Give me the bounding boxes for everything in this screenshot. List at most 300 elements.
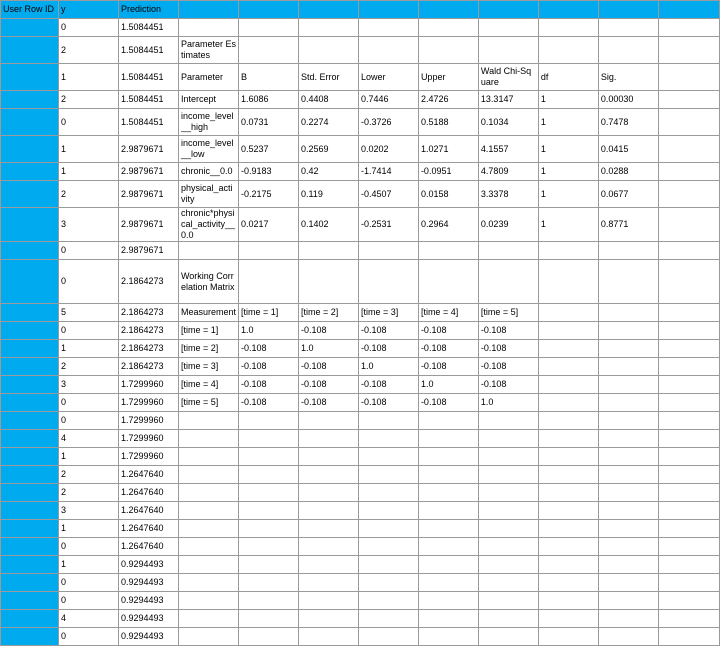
grid-cell[interactable] (298, 484, 358, 502)
grid-cell[interactable]: chronic__0.0 (178, 163, 238, 181)
prediction-cell[interactable]: 2.1864273 (118, 358, 178, 376)
grid-cell[interactable]: -0.3726 (358, 109, 418, 136)
grid-cell[interactable] (598, 430, 658, 448)
grid-cell[interactable] (658, 340, 719, 358)
y-cell[interactable]: 0 (58, 260, 118, 304)
grid-cell[interactable] (598, 394, 658, 412)
grid-cell[interactable]: 3.3378 (478, 181, 538, 208)
grid-cell[interactable] (358, 260, 418, 304)
grid-cell[interactable]: Parameter Estimates (178, 37, 238, 64)
row-id-cell[interactable] (1, 574, 59, 592)
prediction-cell[interactable]: 1.2647640 (118, 538, 178, 556)
row-id-cell[interactable] (1, 19, 59, 37)
grid-cell[interactable] (658, 376, 719, 394)
column-header-11[interactable] (598, 1, 658, 19)
grid-cell[interactable] (238, 260, 298, 304)
row-id-cell[interactable] (1, 502, 59, 520)
grid-cell[interactable]: -0.108 (358, 340, 418, 358)
row-id-cell[interactable] (1, 376, 59, 394)
grid-cell[interactable] (478, 574, 538, 592)
grid-cell[interactable]: 0.1402 (298, 208, 358, 242)
grid-cell[interactable]: Measurement (178, 304, 238, 322)
grid-cell[interactable] (358, 448, 418, 466)
grid-cell[interactable] (238, 520, 298, 538)
grid-cell[interactable] (358, 412, 418, 430)
grid-cell[interactable]: [time = 4] (418, 304, 478, 322)
grid-cell[interactable]: -0.108 (418, 322, 478, 340)
grid-cell[interactable] (478, 592, 538, 610)
grid-cell[interactable] (178, 574, 238, 592)
row-id-cell[interactable] (1, 466, 59, 484)
column-header-prediction[interactable]: Prediction (118, 1, 178, 19)
column-header-9[interactable] (478, 1, 538, 19)
grid-cell[interactable] (478, 502, 538, 520)
prediction-cell[interactable]: 2.1864273 (118, 340, 178, 358)
y-cell[interactable]: 4 (58, 610, 118, 628)
grid-cell[interactable] (478, 260, 538, 304)
grid-cell[interactable] (538, 340, 598, 358)
grid-cell[interactable] (238, 242, 298, 260)
prediction-cell[interactable]: 0.9294493 (118, 574, 178, 592)
grid-cell[interactable] (418, 556, 478, 574)
row-id-cell[interactable] (1, 628, 59, 646)
grid-cell[interactable] (658, 520, 719, 538)
y-cell[interactable]: 3 (58, 502, 118, 520)
grid-cell[interactable] (238, 592, 298, 610)
grid-cell[interactable]: 0.0288 (598, 163, 658, 181)
grid-cell[interactable]: -0.4507 (358, 181, 418, 208)
prediction-cell[interactable]: 2.1864273 (118, 322, 178, 340)
row-id-cell[interactable] (1, 358, 59, 376)
grid-cell[interactable] (598, 628, 658, 646)
grid-cell[interactable] (178, 502, 238, 520)
grid-cell[interactable] (598, 538, 658, 556)
grid-cell[interactable] (418, 592, 478, 610)
grid-cell[interactable] (478, 610, 538, 628)
grid-cell[interactable]: 1 (538, 181, 598, 208)
grid-cell[interactable]: 1.0 (238, 322, 298, 340)
y-cell[interactable]: 2 (58, 37, 118, 64)
grid-cell[interactable]: -0.108 (298, 394, 358, 412)
grid-cell[interactable]: 1 (538, 109, 598, 136)
prediction-cell[interactable]: 1.7299960 (118, 376, 178, 394)
grid-cell[interactable] (238, 19, 298, 37)
grid-cell[interactable]: physical_activity (178, 181, 238, 208)
grid-cell[interactable] (238, 412, 298, 430)
row-id-cell[interactable] (1, 109, 59, 136)
grid-cell[interactable] (358, 610, 418, 628)
y-cell[interactable]: 5 (58, 304, 118, 322)
grid-cell[interactable] (178, 412, 238, 430)
grid-cell[interactable] (418, 574, 478, 592)
grid-cell[interactable]: Parameter (178, 64, 238, 91)
grid-cell[interactable] (298, 37, 358, 64)
grid-cell[interactable]: 0.42 (298, 163, 358, 181)
grid-cell[interactable] (598, 340, 658, 358)
grid-cell[interactable] (478, 242, 538, 260)
grid-cell[interactable]: Std. Error (298, 64, 358, 91)
grid-cell[interactable]: -0.108 (298, 322, 358, 340)
prediction-cell[interactable]: 2.9879671 (118, 242, 178, 260)
grid-cell[interactable] (658, 448, 719, 466)
grid-cell[interactable] (658, 556, 719, 574)
grid-cell[interactable]: -0.108 (238, 358, 298, 376)
y-cell[interactable]: 4 (58, 430, 118, 448)
grid-cell[interactable] (298, 574, 358, 592)
grid-cell[interactable] (598, 260, 658, 304)
grid-cell[interactable]: 0.0731 (238, 109, 298, 136)
grid-cell[interactable] (658, 574, 719, 592)
grid-cell[interactable] (598, 322, 658, 340)
grid-cell[interactable]: Wald Chi-Square (478, 64, 538, 91)
prediction-cell[interactable]: 2.9879671 (118, 181, 178, 208)
grid-cell[interactable]: 0.2964 (418, 208, 478, 242)
row-id-cell[interactable] (1, 610, 59, 628)
grid-cell[interactable] (538, 322, 598, 340)
y-cell[interactable]: 0 (58, 322, 118, 340)
row-id-cell[interactable] (1, 322, 59, 340)
grid-cell[interactable] (178, 592, 238, 610)
grid-cell[interactable]: 1.6086 (238, 91, 298, 109)
grid-cell[interactable] (598, 520, 658, 538)
grid-cell[interactable] (178, 628, 238, 646)
column-header-4[interactable] (178, 1, 238, 19)
grid-cell[interactable] (478, 484, 538, 502)
row-id-cell[interactable] (1, 556, 59, 574)
row-id-cell[interactable] (1, 242, 59, 260)
grid-cell[interactable] (358, 242, 418, 260)
grid-cell[interactable] (358, 520, 418, 538)
prediction-cell[interactable]: 2.1864273 (118, 304, 178, 322)
prediction-cell[interactable]: 0.9294493 (118, 592, 178, 610)
grid-cell[interactable] (598, 574, 658, 592)
grid-cell[interactable] (658, 484, 719, 502)
y-cell[interactable]: 1 (58, 163, 118, 181)
grid-cell[interactable] (658, 136, 719, 163)
grid-cell[interactable] (658, 304, 719, 322)
grid-cell[interactable] (538, 628, 598, 646)
column-header-12[interactable] (658, 1, 719, 19)
grid-cell[interactable]: [time = 1] (178, 322, 238, 340)
grid-cell[interactable] (538, 394, 598, 412)
grid-cell[interactable]: -0.2531 (358, 208, 418, 242)
grid-cell[interactable] (238, 430, 298, 448)
row-id-cell[interactable] (1, 260, 59, 304)
grid-cell[interactable] (538, 538, 598, 556)
grid-cell[interactable] (658, 358, 719, 376)
grid-cell[interactable] (598, 592, 658, 610)
y-cell[interactable]: 1 (58, 448, 118, 466)
grid-cell[interactable]: -0.108 (298, 358, 358, 376)
column-header-8[interactable] (418, 1, 478, 19)
y-cell[interactable]: 2 (58, 181, 118, 208)
grid-cell[interactable]: -0.108 (418, 340, 478, 358)
grid-cell[interactable] (598, 610, 658, 628)
grid-cell[interactable] (418, 610, 478, 628)
grid-cell[interactable]: Intercept (178, 91, 238, 109)
grid-cell[interactable] (658, 64, 719, 91)
grid-cell[interactable]: 1 (538, 163, 598, 181)
y-cell[interactable]: 0 (58, 574, 118, 592)
grid-cell[interactable] (478, 19, 538, 37)
grid-cell[interactable]: -0.108 (358, 376, 418, 394)
grid-cell[interactable] (238, 448, 298, 466)
grid-cell[interactable] (298, 556, 358, 574)
grid-cell[interactable]: 0.0239 (478, 208, 538, 242)
grid-cell[interactable]: 1.0 (358, 358, 418, 376)
grid-cell[interactable]: [time = 1] (238, 304, 298, 322)
row-id-cell[interactable] (1, 394, 59, 412)
grid-cell[interactable] (418, 502, 478, 520)
grid-cell[interactable] (658, 628, 719, 646)
grid-cell[interactable] (598, 556, 658, 574)
prediction-cell[interactable]: 1.7299960 (118, 430, 178, 448)
grid-cell[interactable] (538, 242, 598, 260)
grid-cell[interactable] (538, 430, 598, 448)
grid-cell[interactable]: -0.9183 (238, 163, 298, 181)
y-cell[interactable]: 0 (58, 394, 118, 412)
y-cell[interactable]: 0 (58, 412, 118, 430)
y-cell[interactable]: 0 (58, 242, 118, 260)
grid-cell[interactable] (598, 448, 658, 466)
grid-cell[interactable] (418, 37, 478, 64)
grid-cell[interactable]: -1.7414 (358, 163, 418, 181)
y-cell[interactable]: 0 (58, 538, 118, 556)
grid-cell[interactable]: -0.108 (238, 394, 298, 412)
grid-cell[interactable] (178, 466, 238, 484)
grid-cell[interactable] (598, 19, 658, 37)
row-id-cell[interactable] (1, 412, 59, 430)
grid-cell[interactable] (538, 466, 598, 484)
grid-cell[interactable]: 0.0415 (598, 136, 658, 163)
grid-cell[interactable] (178, 538, 238, 556)
row-id-cell[interactable] (1, 181, 59, 208)
grid-cell[interactable] (658, 610, 719, 628)
grid-cell[interactable] (358, 484, 418, 502)
grid-cell[interactable] (478, 412, 538, 430)
grid-cell[interactable] (178, 242, 238, 260)
grid-cell[interactable] (238, 628, 298, 646)
grid-cell[interactable]: [time = 2] (298, 304, 358, 322)
grid-cell[interactable]: 2.4726 (418, 91, 478, 109)
grid-cell[interactable] (538, 592, 598, 610)
grid-cell[interactable]: 0.2274 (298, 109, 358, 136)
grid-cell[interactable] (178, 430, 238, 448)
grid-cell[interactable] (418, 430, 478, 448)
grid-cell[interactable]: 1 (538, 91, 598, 109)
prediction-cell[interactable]: 1.5084451 (118, 37, 178, 64)
grid-cell[interactable] (298, 628, 358, 646)
grid-cell[interactable] (538, 556, 598, 574)
grid-cell[interactable] (658, 322, 719, 340)
grid-cell[interactable] (418, 19, 478, 37)
grid-cell[interactable] (658, 109, 719, 136)
y-cell[interactable]: 1 (58, 64, 118, 91)
grid-cell[interactable] (418, 242, 478, 260)
y-cell[interactable]: 3 (58, 208, 118, 242)
y-cell[interactable]: 2 (58, 466, 118, 484)
grid-cell[interactable] (238, 466, 298, 484)
grid-cell[interactable] (418, 628, 478, 646)
grid-cell[interactable] (538, 520, 598, 538)
grid-cell[interactable] (238, 502, 298, 520)
grid-cell[interactable] (658, 163, 719, 181)
grid-cell[interactable] (658, 592, 719, 610)
grid-cell[interactable]: 0.2569 (298, 136, 358, 163)
grid-cell[interactable]: 0.0217 (238, 208, 298, 242)
grid-cell[interactable]: 4.1557 (478, 136, 538, 163)
grid-cell[interactable] (358, 556, 418, 574)
grid-cell[interactable] (358, 37, 418, 64)
grid-cell[interactable] (298, 538, 358, 556)
grid-cell[interactable] (358, 430, 418, 448)
grid-cell[interactable]: Working Correlation Matrix (178, 260, 238, 304)
prediction-cell[interactable]: 1.2647640 (118, 520, 178, 538)
grid-cell[interactable] (298, 466, 358, 484)
grid-cell[interactable] (238, 610, 298, 628)
grid-cell[interactable] (538, 37, 598, 64)
grid-cell[interactable]: [time = 3] (358, 304, 418, 322)
grid-cell[interactable] (478, 37, 538, 64)
grid-cell[interactable] (658, 430, 719, 448)
row-id-cell[interactable] (1, 592, 59, 610)
grid-cell[interactable] (298, 242, 358, 260)
grid-cell[interactable] (298, 592, 358, 610)
grid-cell[interactable] (598, 37, 658, 64)
grid-cell[interactable]: -0.108 (478, 358, 538, 376)
y-cell[interactable]: 1 (58, 136, 118, 163)
grid-cell[interactable]: -0.108 (238, 376, 298, 394)
y-cell[interactable]: 2 (58, 484, 118, 502)
grid-cell[interactable] (598, 376, 658, 394)
grid-cell[interactable] (658, 37, 719, 64)
prediction-cell[interactable]: 0.9294493 (118, 610, 178, 628)
grid-cell[interactable]: 0.0677 (598, 181, 658, 208)
grid-cell[interactable] (658, 91, 719, 109)
row-id-cell[interactable] (1, 520, 59, 538)
y-cell[interactable]: 1 (58, 520, 118, 538)
grid-cell[interactable] (658, 394, 719, 412)
grid-cell[interactable]: -0.108 (478, 340, 538, 358)
grid-cell[interactable] (658, 242, 719, 260)
grid-cell[interactable] (538, 304, 598, 322)
grid-cell[interactable] (658, 260, 719, 304)
y-cell[interactable]: 0 (58, 19, 118, 37)
grid-cell[interactable]: 0.0158 (418, 181, 478, 208)
grid-cell[interactable] (418, 538, 478, 556)
y-cell[interactable]: 0 (58, 109, 118, 136)
grid-cell[interactable]: [time = 3] (178, 358, 238, 376)
prediction-cell[interactable]: 1.2647640 (118, 466, 178, 484)
grid-cell[interactable] (538, 19, 598, 37)
grid-cell[interactable] (418, 412, 478, 430)
grid-cell[interactable]: -0.108 (418, 394, 478, 412)
grid-cell[interactable] (658, 502, 719, 520)
prediction-cell[interactable]: 1.7299960 (118, 412, 178, 430)
grid-cell[interactable] (598, 466, 658, 484)
grid-cell[interactable]: Sig. (598, 64, 658, 91)
prediction-cell[interactable]: 1.5084451 (118, 19, 178, 37)
grid-cell[interactable] (238, 556, 298, 574)
grid-cell[interactable]: [time = 2] (178, 340, 238, 358)
grid-cell[interactable] (418, 260, 478, 304)
column-header-6[interactable] (298, 1, 358, 19)
grid-cell[interactable]: Upper (418, 64, 478, 91)
grid-cell[interactable] (298, 260, 358, 304)
grid-cell[interactable] (658, 412, 719, 430)
prediction-cell[interactable]: 1.5084451 (118, 109, 178, 136)
grid-cell[interactable]: 1.0 (478, 394, 538, 412)
grid-cell[interactable] (478, 628, 538, 646)
row-id-cell[interactable] (1, 91, 59, 109)
grid-cell[interactable] (358, 592, 418, 610)
grid-cell[interactable]: 1.0 (298, 340, 358, 358)
row-id-cell[interactable] (1, 448, 59, 466)
grid-cell[interactable] (298, 19, 358, 37)
grid-cell[interactable] (178, 448, 238, 466)
grid-cell[interactable] (478, 556, 538, 574)
column-header-y[interactable]: y (58, 1, 118, 19)
grid-cell[interactable] (358, 19, 418, 37)
grid-cell[interactable] (178, 610, 238, 628)
prediction-cell[interactable]: 1.7299960 (118, 448, 178, 466)
grid-cell[interactable] (358, 574, 418, 592)
row-id-cell[interactable] (1, 208, 59, 242)
prediction-cell[interactable]: 2.9879671 (118, 163, 178, 181)
column-header-user-row-id[interactable]: User Row ID (1, 1, 59, 19)
grid-cell[interactable] (238, 574, 298, 592)
grid-cell[interactable]: -0.108 (298, 376, 358, 394)
grid-cell[interactable]: [time = 5] (178, 394, 238, 412)
row-id-cell[interactable] (1, 64, 59, 91)
grid-cell[interactable] (418, 520, 478, 538)
grid-cell[interactable] (658, 19, 719, 37)
grid-cell[interactable]: 13.3147 (478, 91, 538, 109)
grid-cell[interactable] (538, 448, 598, 466)
grid-cell[interactable] (358, 628, 418, 646)
grid-cell[interactable] (658, 208, 719, 242)
grid-cell[interactable] (178, 19, 238, 37)
grid-cell[interactable] (298, 448, 358, 466)
y-cell[interactable]: 1 (58, 556, 118, 574)
grid-cell[interactable]: 4.7809 (478, 163, 538, 181)
grid-cell[interactable] (418, 448, 478, 466)
prediction-cell[interactable]: 0.9294493 (118, 556, 178, 574)
grid-cell[interactable]: 0.119 (298, 181, 358, 208)
prediction-cell[interactable]: 1.2647640 (118, 484, 178, 502)
grid-cell[interactable]: 0.5237 (238, 136, 298, 163)
grid-cell[interactable] (178, 484, 238, 502)
grid-cell[interactable] (538, 260, 598, 304)
y-cell[interactable]: 0 (58, 592, 118, 610)
grid-cell[interactable] (658, 181, 719, 208)
grid-cell[interactable]: 0.8771 (598, 208, 658, 242)
grid-cell[interactable] (598, 304, 658, 322)
grid-cell[interactable]: income_level__low (178, 136, 238, 163)
prediction-cell[interactable]: 2.9879671 (118, 136, 178, 163)
grid-cell[interactable]: -0.2175 (238, 181, 298, 208)
grid-cell[interactable]: -0.108 (418, 358, 478, 376)
prediction-cell[interactable]: 1.5084451 (118, 91, 178, 109)
column-header-10[interactable] (538, 1, 598, 19)
grid-cell[interactable] (538, 412, 598, 430)
column-header-7[interactable] (358, 1, 418, 19)
prediction-cell[interactable]: 1.5084451 (118, 64, 178, 91)
row-id-cell[interactable] (1, 340, 59, 358)
grid-cell[interactable] (298, 430, 358, 448)
grid-cell[interactable]: 1.0271 (418, 136, 478, 163)
grid-cell[interactable] (538, 484, 598, 502)
